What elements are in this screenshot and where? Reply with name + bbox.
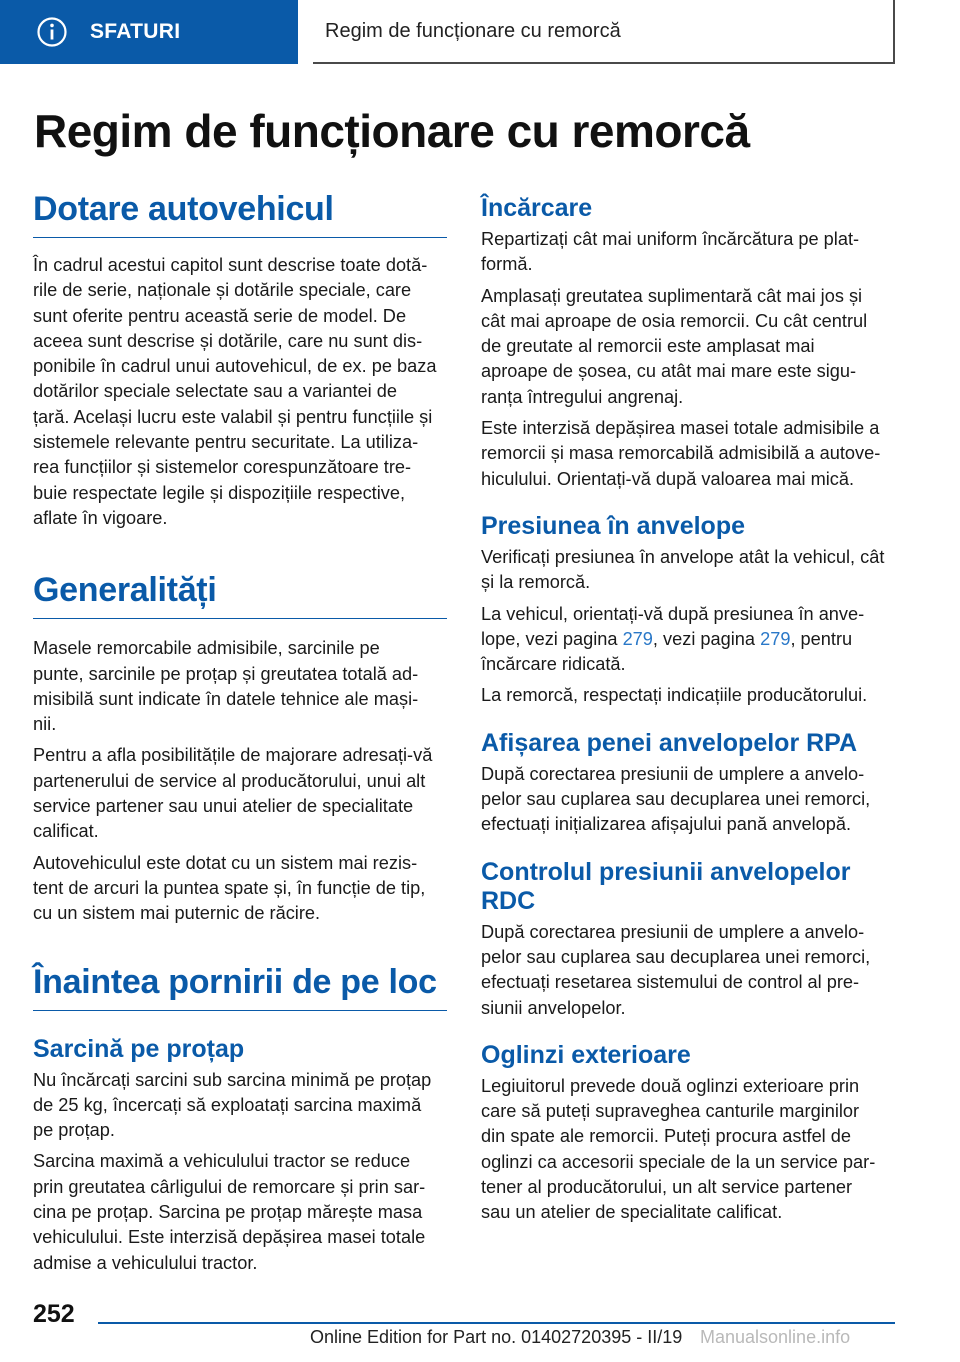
- text-line: Este interzisă depășirea masei totale admisibile a: [481, 418, 880, 439]
- text-line: Nu încărcați sarcini sub sarcina minimă pe proțap: [33, 1069, 432, 1090]
- subheading-incarcare: Încărcare: [481, 194, 593, 222]
- page-title: Regim de funcționare cu remorcă: [34, 105, 750, 157]
- generalitati-paragraph-1: [33, 636, 447, 737]
- text-line: calificat.: [33, 821, 99, 842]
- text-line: sunt oferite pentru această serie de model. De: [33, 305, 407, 326]
- text-line: formă.: [481, 254, 533, 275]
- sarcina-paragraph-1: [33, 1068, 447, 1144]
- text-line: Pentru a afla posibilitățile de majorare adresați-vă: [33, 745, 433, 766]
- footer-divider: [98, 1322, 895, 1324]
- text-line: După corectarea presiunii de umplere a anvelo-: [481, 763, 865, 784]
- text-line: Verificați presiunea în anvelope atât la vehicul, cât: [481, 546, 885, 567]
- text-line: remorcii și masa remorcabilă admisibilă a autove-: [481, 443, 881, 464]
- text-line: de greutate al remorcii este amplasat mai: [481, 336, 815, 357]
- left-column: [33, 190, 447, 1276]
- presiunea-paragraph-3: [481, 683, 895, 708]
- incarcare-paragraph-1: [481, 227, 895, 278]
- text-line: La remorcă, respectați indicațiile producătorului.: [481, 685, 868, 706]
- text-line: prin greutatea cârligului de remorcare și prin sar-: [33, 1176, 426, 1197]
- text-line: de 25 kg, încercați să exploatați sarcina maximă: [33, 1094, 422, 1115]
- presiunea-paragraph-2: [481, 602, 895, 678]
- text-line: misibilă sunt indicate în datele tehnice ale mași-: [33, 688, 419, 709]
- text-line: La vehicul, orientați-vă după presiunea în anve-: [481, 603, 865, 624]
- sarcina-paragraph-2: [33, 1149, 447, 1275]
- text-line: aceea sunt descrise și dotările, care nu sunt dis-: [33, 330, 423, 351]
- incarcare-paragraph-2: [481, 284, 895, 410]
- header-section-tab: [0, 0, 298, 64]
- text-line: siunii anvelopelor.: [481, 997, 626, 1018]
- subheading-rpa: Afișarea penei anvelopelor RPA: [481, 728, 858, 757]
- chapter-title-text: Regim de funcționare cu remorcă: [325, 19, 621, 42]
- text-line: încărcare ridicată.: [481, 654, 626, 675]
- generalitati-paragraph-3: [33, 851, 447, 927]
- text-line: Repartizați cât mai uniform încărcătura pe plat-: [481, 229, 860, 249]
- text-line: sau un atelier de specialitate calificat.: [481, 1202, 783, 1223]
- page-number: 252: [33, 1300, 75, 1328]
- dotare-paragraph: [33, 253, 447, 531]
- text-line: ranța întregului angrenaj.: [481, 386, 684, 407]
- info-icon: [36, 16, 68, 48]
- text-segment: , pentru: [790, 628, 853, 649]
- presiunea-paragraph-1: [481, 545, 895, 596]
- rpa-paragraph: [481, 762, 895, 838]
- text-line: aflate în vigoare.: [33, 507, 168, 528]
- text-line: Legiuitorul prevede două oglinzi exterioare prin: [481, 1075, 860, 1096]
- text-line: tener al producătorului, un alt service partener: [481, 1177, 853, 1198]
- text-line: tent de arcuri la puntea spate și, în funcție de tip,: [33, 877, 426, 898]
- text-line: punte, sarcinile pe proțap și greutatea totală ad-: [33, 663, 419, 684]
- rdc-paragraph: [481, 920, 895, 1021]
- section-heading-generalitati: Generalități: [33, 571, 447, 619]
- footer-watermark: Manualsonline.info: [700, 1327, 851, 1347]
- text-line: sistemele relevante pentru securitate. La utiliza-: [33, 432, 419, 453]
- text-line: care să puteți supraveghea canturile marginilor: [481, 1101, 860, 1122]
- generalitati-paragraph-2: [33, 743, 447, 844]
- text-line: aproape de șosea, cu atât mai mare este sigu-: [481, 361, 857, 382]
- text-line: și la remorcă.: [481, 572, 591, 593]
- text-line: ponibile în cadrul unui autovehicul, de ex. pe baza: [33, 356, 437, 377]
- text-line: Autovehiculul este dotat cu un sistem mai rezis-: [33, 852, 418, 873]
- header-chapter-title: [313, 0, 895, 64]
- text-line: Amplasați greutatea suplimentară cât mai jos și: [481, 285, 863, 306]
- page-link-279[interactable]: 279: [622, 628, 653, 649]
- oglinzi-paragraph: [481, 1074, 895, 1226]
- text-line: admise a vehiculului tractor.: [33, 1252, 258, 1273]
- text-line: service partener sau unui atelier de specialitate: [33, 796, 414, 817]
- text-line: rea funcțiilor și sistemelor corespunzătoare tre-: [33, 457, 412, 478]
- text-line: pelor sau cuplarea sau decuplarea unei remorci,: [481, 946, 871, 967]
- subheading-oglinzi: Oglinzi exterioare: [481, 1040, 691, 1069]
- section-heading-dotare: Dotare autovehicul: [33, 190, 447, 238]
- text-line: partenerului de service al producătorului, unui alt: [33, 770, 426, 791]
- text-line: pelor sau cuplarea sau decuplarea unei remorci,: [481, 789, 871, 810]
- text-line: pe proțap.: [33, 1120, 115, 1141]
- text-line: hiculului. Orientați-vă după valoarea mai mică.: [481, 468, 855, 489]
- subheading-sarcina: Sarcină pe proțap: [33, 1034, 245, 1063]
- page-link-279[interactable]: 279: [760, 628, 791, 649]
- text-line: nii.: [33, 714, 57, 735]
- footer-edition-text: Online Edition for Part no. 01402720395 - II/19: [310, 1327, 683, 1347]
- section-heading-inaintea: Înaintea pornirii de pe loc: [33, 963, 447, 1011]
- text-line: dotărilor speciale selectate sau a variantei de: [33, 381, 397, 402]
- text-line: După corectarea presiunii de umplere a anvelo-: [481, 921, 865, 942]
- text-line: Sarcina maximă a vehiculului tractor se reduce: [33, 1151, 411, 1172]
- text-line: țară. Același lucru este valabil și pentru funcțiile și: [33, 406, 433, 427]
- text-line: Masele remorcabile admisibile, sarcinile pe: [33, 638, 380, 659]
- right-column: [481, 190, 895, 1226]
- text-line: buie respectate legile și dispozițiile respective,: [33, 482, 406, 503]
- text-line: oglinzi ca accesorii speciale de la un service par-: [481, 1151, 876, 1172]
- header-section-label: SFATURI: [90, 20, 181, 43]
- text-segment: , vezi pagina: [652, 628, 761, 649]
- heading-line: RDC: [481, 886, 536, 915]
- text-line: rile de serie, naționale și dotările speciale, care: [33, 280, 412, 301]
- text-line: efectuați inițializarea afișajului pană anvelopă.: [481, 814, 852, 835]
- text-line: cât mai aproape de osia remorcii. Cu cât centrul: [481, 310, 868, 331]
- incarcare-paragraph-3: [481, 416, 895, 492]
- heading-line: Controlul presiunii anvelopelor: [481, 857, 851, 886]
- text-line: cu un sistem mai puternic de răcire.: [33, 903, 321, 924]
- text-line: În cadrul acestui capitol sunt descrise toate dotă-: [33, 255, 428, 275]
- text-line: din spate ale remorcii. Puteți procura astfel de: [481, 1126, 852, 1147]
- text-line: vehiculului. Este interzisă depășirea masei totale: [33, 1227, 426, 1248]
- text-line: cina pe proțap. Sarcina pe proțap mărește masa: [33, 1202, 423, 1223]
- text-line: efectuați resetarea sistemului de control al pre-: [481, 972, 860, 993]
- text-segment: lope, vezi pagina: [481, 628, 623, 649]
- subheading-rdc: [481, 858, 895, 916]
- subheading-presiunea: Presiunea în anvelope: [481, 511, 745, 540]
